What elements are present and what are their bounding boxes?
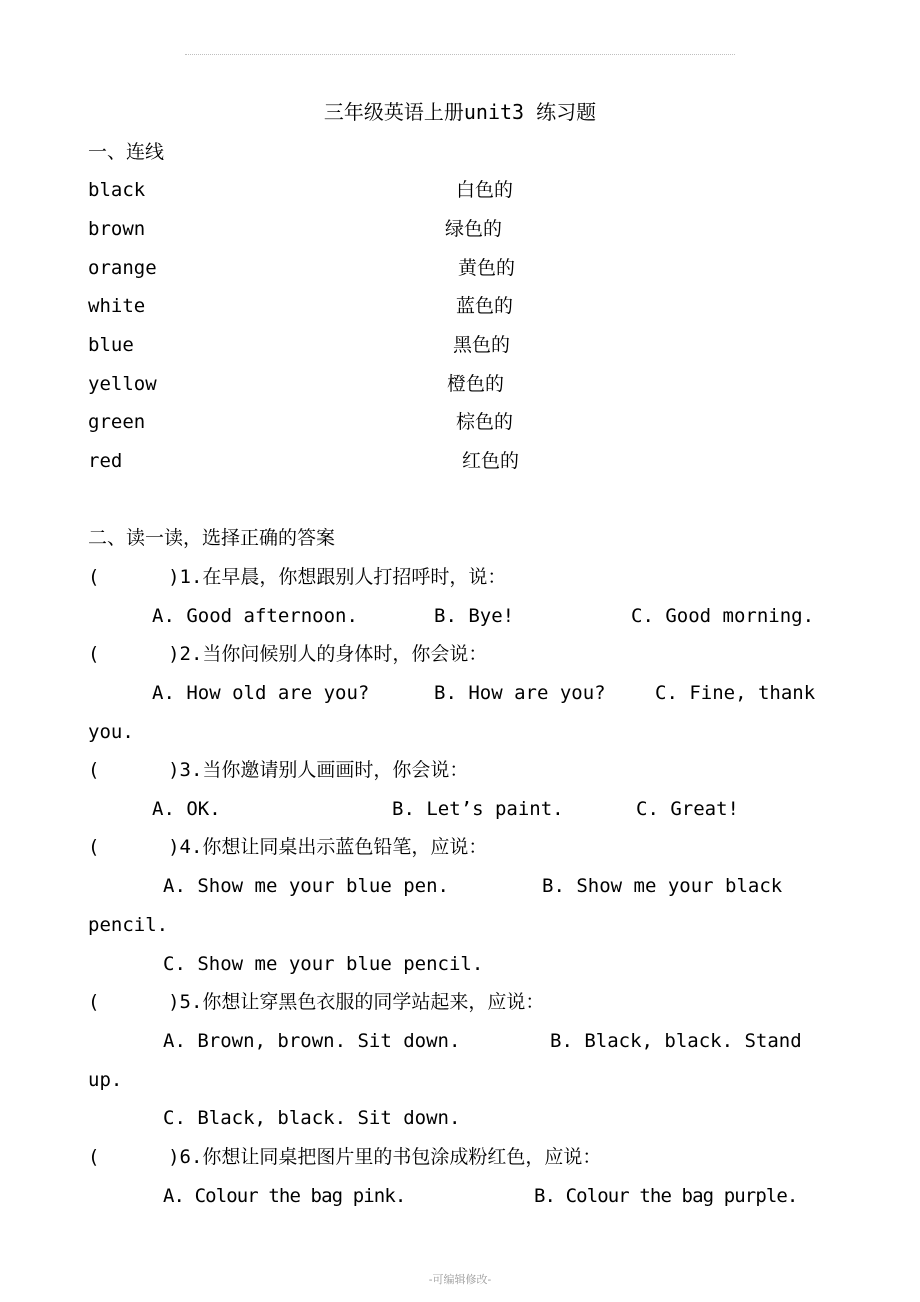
q4-option-a: A. Show me your blue pen. <box>163 875 449 897</box>
section1-heading: 一、连线 <box>88 141 165 163</box>
q2-option-c: C. Fine, thank <box>655 682 816 704</box>
page-footer: -可编辑修改- <box>428 1273 492 1286</box>
match-en-4: white <box>88 295 146 317</box>
q6-option-b: B. Colour the bag purple. <box>534 1185 798 1207</box>
header-rule <box>185 54 735 55</box>
match-en-7: green <box>88 411 146 433</box>
match-cn-7: 棕色的 <box>456 411 514 433</box>
q1-option-c: C. Good morning. <box>631 605 815 627</box>
q5-option-b: B. Black, black. Stand <box>550 1030 802 1052</box>
q1-option-a: A. Good afternoon. <box>152 605 358 627</box>
match-en-8: red <box>88 450 123 472</box>
q2-option-a: A. How old are you? <box>152 682 370 704</box>
q3-option-c: C. Great! <box>636 798 739 820</box>
q4-option-b-cont: pencil. <box>88 914 169 936</box>
question-1: ( )1.在早晨，你想跟别人打招呼时，说： <box>88 566 507 588</box>
match-en-2: brown <box>88 218 146 240</box>
page-title: 三年级英语上册unit3 练习题 <box>323 100 597 124</box>
match-cn-6: 橙色的 <box>447 373 505 395</box>
q6-option-a: A. Colour the bag pink. <box>163 1185 406 1207</box>
match-en-3: orange <box>88 257 157 279</box>
question-6: ( )6.你想让同桌把图片里的书包涂成粉红色，应说： <box>88 1146 602 1168</box>
question-4: ( )4.你想让同桌出示蓝色铅笔，应说： <box>88 836 488 858</box>
q2-option-c-cont: you. <box>88 721 134 743</box>
match-cn-1: 白色的 <box>456 179 514 201</box>
match-en-5: blue <box>88 334 134 356</box>
q3-option-a: A. OK. <box>152 798 221 820</box>
q5-option-a: A. Brown, brown. Sit down. <box>163 1030 461 1052</box>
question-2: ( )2.当你问候别人的身体时，你会说： <box>88 643 488 665</box>
q5-option-c: C. Black, black. Sit down. <box>163 1107 461 1129</box>
match-en-1: black <box>88 179 146 201</box>
question-5: ( )5.你想让穿黑色衣服的同学站起来，应说： <box>88 991 545 1013</box>
match-cn-5: 黑色的 <box>453 334 511 356</box>
q1-option-b: B. Bye! <box>434 605 515 627</box>
q3-option-b: B. Let’s paint. <box>392 798 564 820</box>
q5-option-b-cont: up. <box>88 1069 123 1091</box>
q4-option-b: B. Show me your black <box>542 875 783 897</box>
q2-option-b: B. How are you? <box>434 682 606 704</box>
question-3: ( )3.当你邀请别人画画时，你会说： <box>88 759 469 781</box>
q4-option-c: C. Show me your blue pencil. <box>163 953 484 975</box>
match-cn-3: 黄色的 <box>458 257 516 279</box>
match-cn-2: 绿色的 <box>445 218 503 240</box>
match-en-6: yellow <box>88 373 157 395</box>
section2-heading: 二、读一读，选择正确的答案 <box>88 527 336 549</box>
match-cn-8: 红色的 <box>462 450 520 472</box>
match-cn-4: 蓝色的 <box>456 295 514 317</box>
